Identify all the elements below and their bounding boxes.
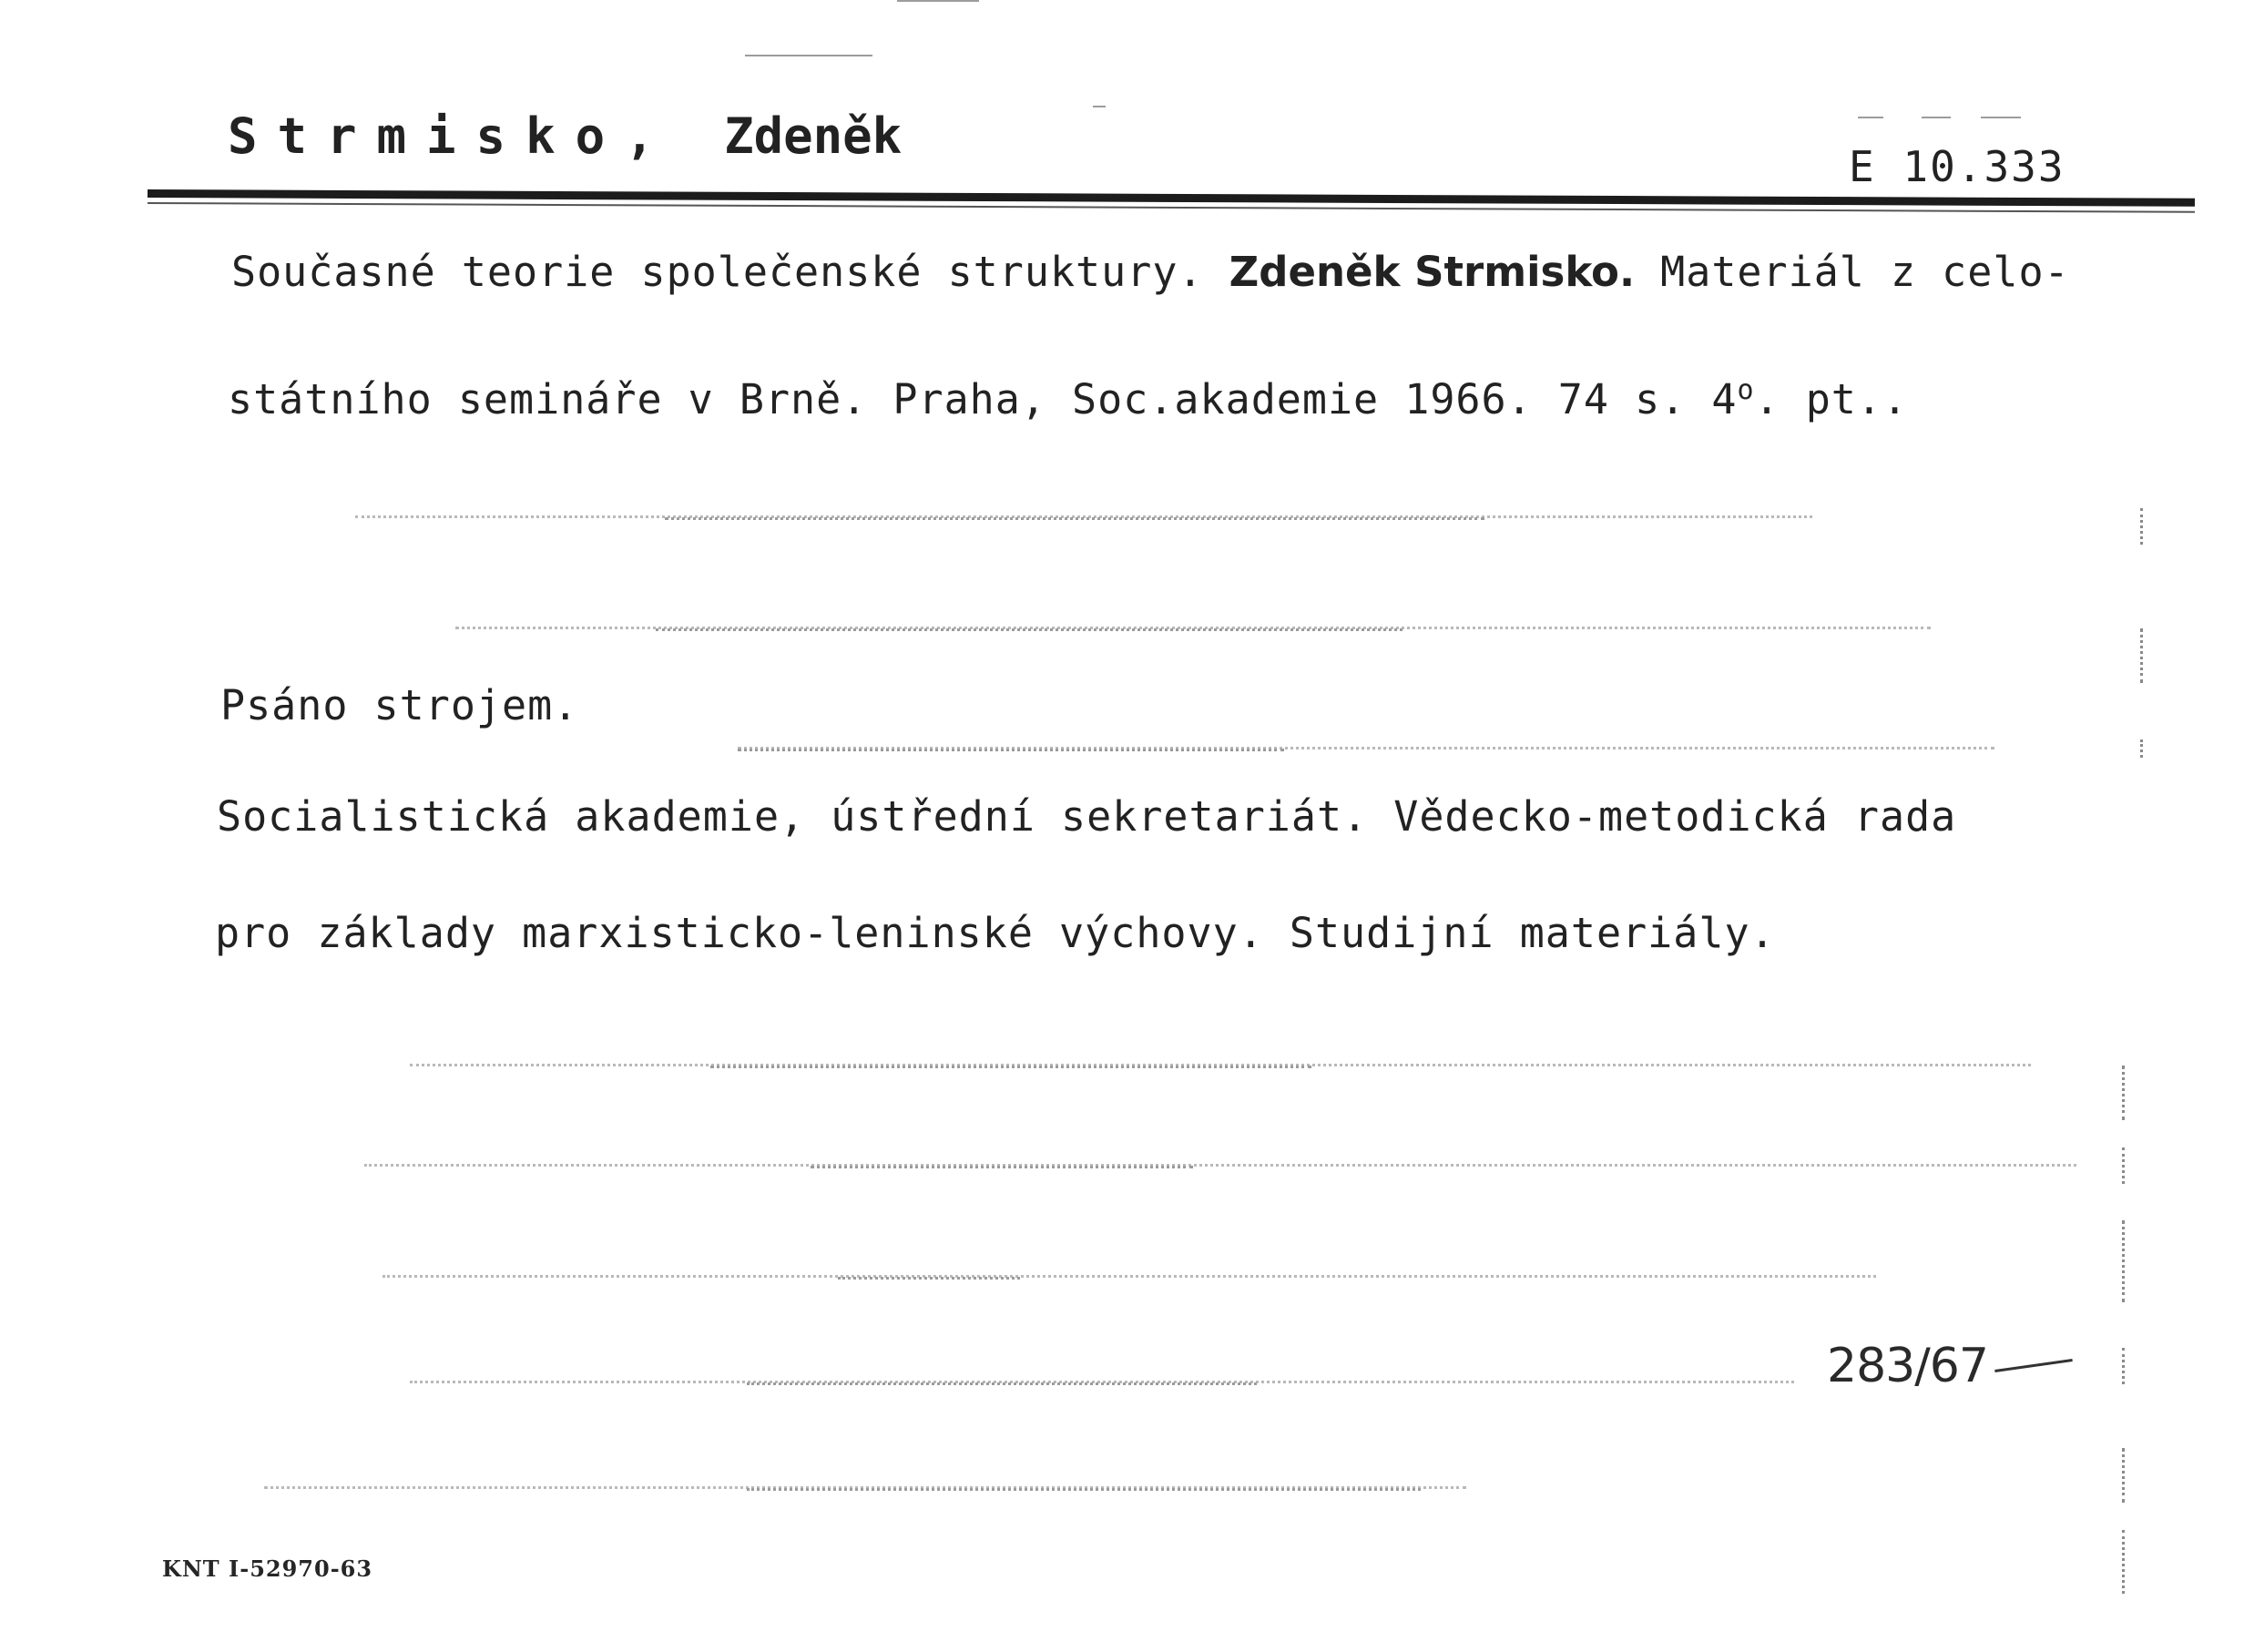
edge-perforation bbox=[2122, 1147, 2125, 1184]
edge-perforation bbox=[2140, 508, 2143, 545]
statement-of-responsibility: Zdeněk Strmisko. bbox=[1229, 248, 1636, 296]
edge-perforation bbox=[2140, 739, 2143, 758]
edge-perforation bbox=[2122, 1066, 2125, 1120]
imprint-text: státního semináře v Brně. Praha, Soc.akademie 1966. 74 s. 4 bbox=[228, 375, 1738, 423]
ink-speck bbox=[897, 0, 979, 2]
note-line: Psáno strojem. bbox=[220, 681, 579, 729]
edge-perforation bbox=[2122, 1220, 2125, 1302]
title-text: Současné teorie společenské struktury. bbox=[231, 248, 1204, 296]
description-line-1 bbox=[231, 248, 2070, 296]
form-rule bbox=[838, 1277, 1020, 1280]
form-rule bbox=[710, 1066, 1311, 1068]
form-rule bbox=[364, 1164, 2076, 1167]
ink-speck bbox=[1981, 117, 2021, 118]
series-line-1: Socialistická akademie, ústřední sekretariát. Vědecko-metodická rada bbox=[217, 792, 1957, 841]
author-surname: Strmisko, bbox=[228, 107, 675, 165]
edge-perforation bbox=[2140, 628, 2143, 683]
form-rule bbox=[656, 628, 1402, 631]
form-rule bbox=[747, 1488, 1421, 1491]
edge-perforation bbox=[2122, 1348, 2125, 1384]
accession-number: 283/67 bbox=[1827, 1339, 1988, 1393]
shelfmark: E 10.333 bbox=[1849, 142, 2066, 191]
series-line-2: pro základy marxisticko-leninské výchovy. Studijní materiály. bbox=[215, 909, 1776, 957]
ink-speck bbox=[1093, 106, 1106, 107]
author-given-name: Zdeněk bbox=[724, 107, 903, 165]
author-heading bbox=[228, 107, 902, 165]
form-rule bbox=[665, 517, 1484, 520]
form-rule bbox=[747, 1382, 1257, 1385]
form-rule bbox=[811, 1166, 1193, 1168]
description-line-2 bbox=[228, 375, 1908, 423]
ink-speck bbox=[1858, 117, 1883, 118]
degree-mark: o bbox=[1737, 374, 1755, 406]
ink-speck bbox=[1922, 117, 1951, 118]
accession-stroke bbox=[1994, 1359, 2073, 1372]
printer-mark: KNT I-52970-63 bbox=[162, 1555, 373, 1582]
form-rule bbox=[738, 749, 1284, 751]
imprint-end: . pt.. bbox=[1754, 375, 1909, 423]
form-rule bbox=[382, 1275, 1876, 1278]
description-continuation: Materiál z celo- bbox=[1660, 248, 2070, 296]
edge-perforation bbox=[2122, 1530, 2125, 1594]
ink-speck bbox=[745, 55, 872, 56]
edge-perforation bbox=[2122, 1448, 2125, 1503]
